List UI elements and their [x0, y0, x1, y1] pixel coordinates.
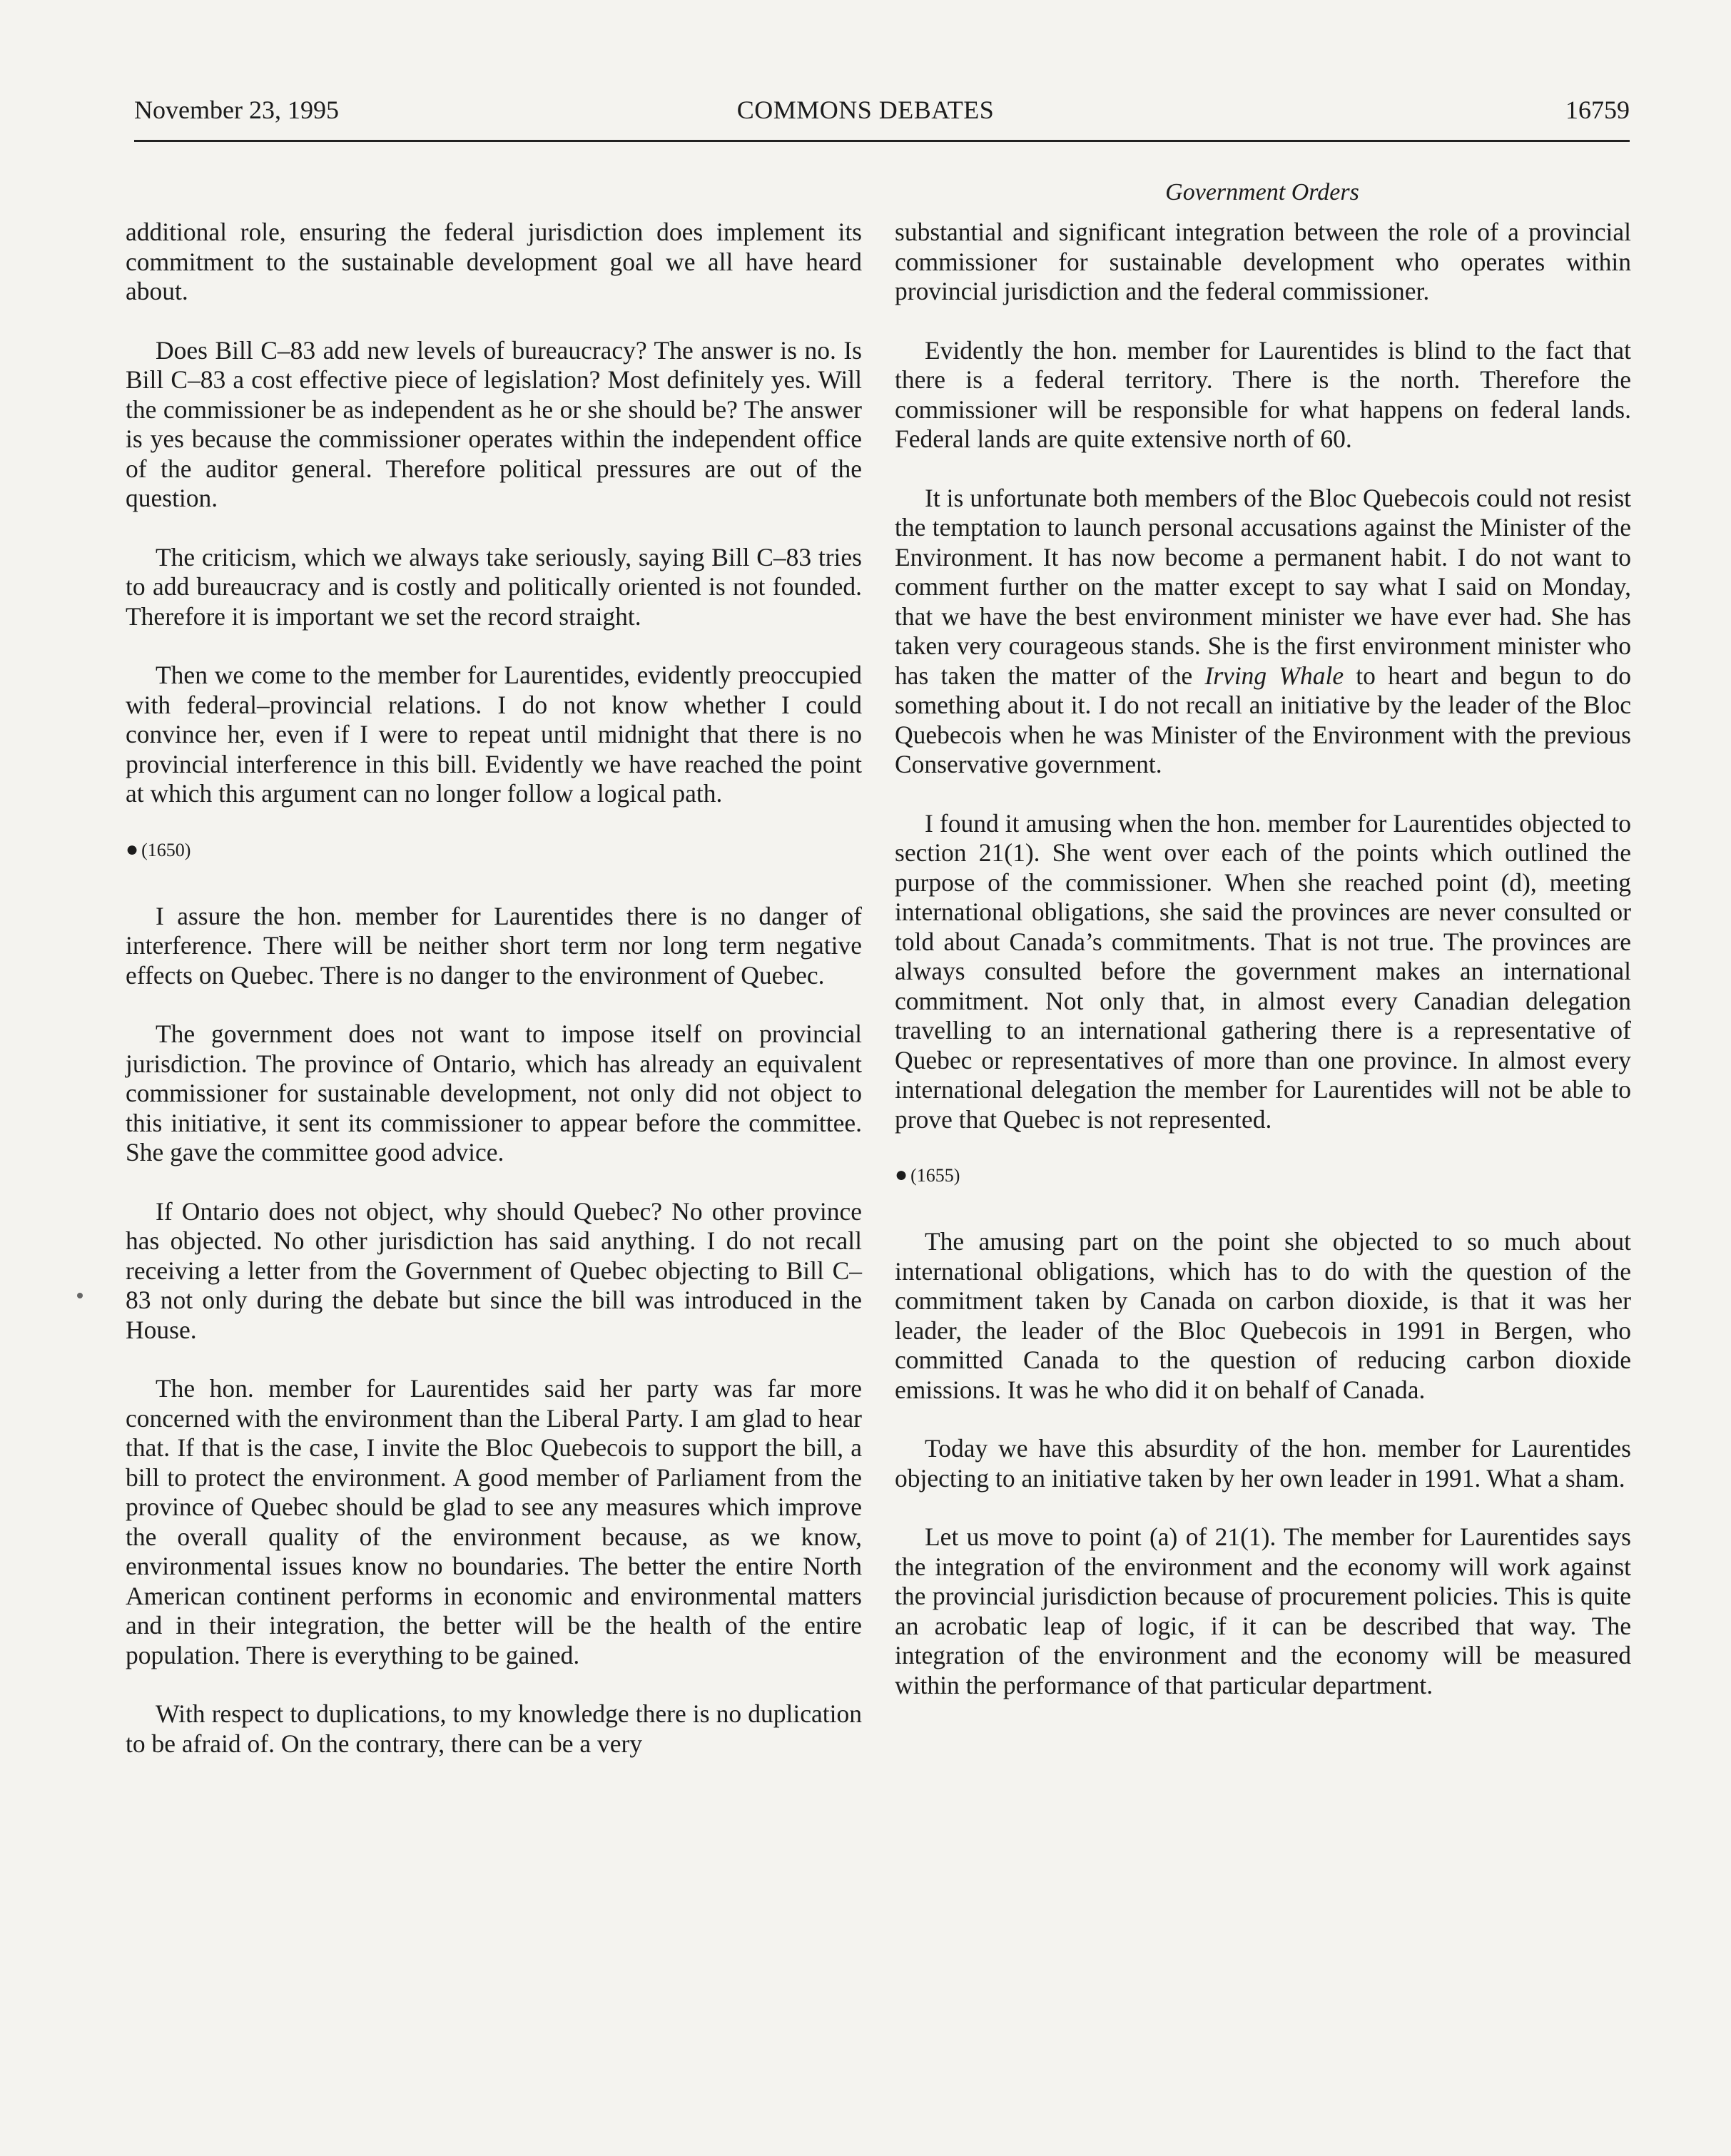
- paragraph: Then we come to the member for Laurentides, evidently preoccupied with federal–provincial relations. I do not know whether I could convince her, even if I were to repeat until midnight that there is no provincial interference in this bill. Evidently we have reached the point at which this argument can no longer follow a logical path.: [126, 661, 862, 808]
- stray-mark: [77, 1293, 83, 1298]
- header-page-number: 16759: [1565, 96, 1630, 124]
- paragraph: Does Bill C–83 add new levels of bureaucracy? The answer is no. Is Bill C–83 a cost effective piece of legislation? Most definitely yes. Will the commissioner be as independent as he or she should be? The answer is yes because the commissioner operates within the independent office of the auditor general. Therefore political pressures are out of the question.: [126, 335, 862, 512]
- paragraph: [895, 484, 1631, 780]
- header-rule: [134, 140, 1630, 142]
- left-column: [126, 218, 862, 1788]
- paragraph: I found it amusing when the hon. member for Laurentides objected to section 21(1). She went over each of the points which outlined the purpose of the commissioner. When she reached point (d), meeting international obligations, she said the provinces are never consulted or told about Canada’s commitments. That is not true. The provinces are always consulted before the government makes an international commitment. Not only that, in almost every Canadian delegation travelling to an international gathering there is a representative of Quebec or representatives of more than one province. In almost every international delegation the member for Laurentides will not be able to prove that Quebec is not represented.: [895, 808, 1631, 1134]
- paragraph-text: It is unfortunate both members of the Bloc Quebecois could not resist the temptation to launch personal accusations against the Minister of the Environment. It has now become a permanent habit. I do not want to comment further on the matter except to say what I said on Monday, that we have the best environment minister we have ever had. She has taken very courageous stands. She is the first environment minister who has taken the matter of the: [895, 483, 1631, 690]
- time-marker: [126, 838, 862, 862]
- paragraph-text: to heart and begun to do something about it. I do not recall an initiative by the leader of the Bloc Quebecois when he was Minister of the Environment with the previous Conservative government.: [895, 661, 1631, 778]
- vessel-name: Irving Whale: [1204, 661, 1344, 690]
- paragraph: I assure the hon. member for Laurentides there is no danger of interference. There will be neither short term nor long term negative effects on Quebec. There is no danger to the environment of Quebec.: [126, 901, 862, 990]
- paragraph: Today we have this absurdity of the hon. member for Laurentides objecting to an initiative taken by her own leader in 1991. What a sham.: [895, 1434, 1631, 1493]
- paragraph: additional role, ensuring the federal jurisdiction does implement its commitment to the sustainable development goal we all have heard about.: [126, 218, 862, 305]
- header-date: November 23, 1995: [134, 96, 339, 124]
- paragraph: The criticism, which we always take seriously, saying Bill C–83 tries to add bureaucracy and is costly and politically oriented is not founded. Therefore it is important we set the record straight.: [126, 542, 862, 631]
- time-marker: [895, 1164, 1631, 1187]
- right-column: [895, 218, 1631, 1729]
- paragraph: The hon. member for Laurentides said her party was far more concerned with the environment than the Liberal Party. I am glad to hear that. If that is the case, I invite the Bloc Quebecois to support the bill, a bill to protect the environment. A good member of Parliament from the province of Quebec should be glad to see any measures which improve the overall quality of the environment because, as we know, environmental issues know no boundaries. The better the entire North American continent performs in economic and environmental matters and in their integration, the better will be the health of the entire population. There is everything to be gained.: [126, 1374, 862, 1669]
- bullet-icon: ●: [895, 1163, 908, 1186]
- header-title: COMMONS DEBATES: [736, 96, 995, 124]
- paragraph: substantial and significant integration between the role of a provincial commissioner for sustainable development who operates within provincial jurisdiction and the federal commissioner.: [895, 218, 1631, 305]
- paragraph: Evidently the hon. member for Laurentides is blind to the fact that there is a federal territory. There is the north. Therefore the commissioner will be responsible for what happens on federal lands. Federal lands are quite extensive north of 60.: [895, 335, 1631, 453]
- paragraph: With respect to duplications, to my knowledge there is no duplication to be afraid of. On the contrary, there can be a very: [126, 1699, 862, 1758]
- paragraph: The amusing part on the point she objected to so much about international obligations, which has to do with the question of the commitment taken by Canada on carbon dioxide, is that it was her leader, the leader of the Bloc Quebecois in 1991 in Bergen, who committed Canada to the question of reducing carbon dioxide emissions. It was he who did it on behalf of Canada.: [895, 1227, 1631, 1404]
- bullet-icon: ●: [126, 837, 139, 861]
- paragraph: If Ontario does not object, why should Quebec? No other province has objected. No other jurisdiction has said anything. I do not recall receiving a letter from the Government of Quebec objecting to Bill C–83 not only during the debate but since the bill was introduced in the House.: [126, 1196, 862, 1344]
- time-marker-label: (1650): [141, 839, 191, 860]
- paragraph: The government does not want to impose itself on provincial jurisdiction. The province of Ontario, which has already an equivalent commissioner for sustainable development, not only did not object to this initiative, it sent its commissioner to appear before the committee. She gave the committee good advice.: [126, 1019, 862, 1166]
- section-title: Government Orders: [1165, 179, 1359, 205]
- paragraph: Let us move to point (a) of 21(1). The member for Laurentides says the integration of the environment and the economy will work against the provincial jurisdiction because of procurement policies. This is quite an acrobatic leap of logic, if it can be described that way. The integration of the environment and the economy will be measured within the performance of that particular department.: [895, 1522, 1631, 1699]
- time-marker-label: (1655): [910, 1165, 960, 1186]
